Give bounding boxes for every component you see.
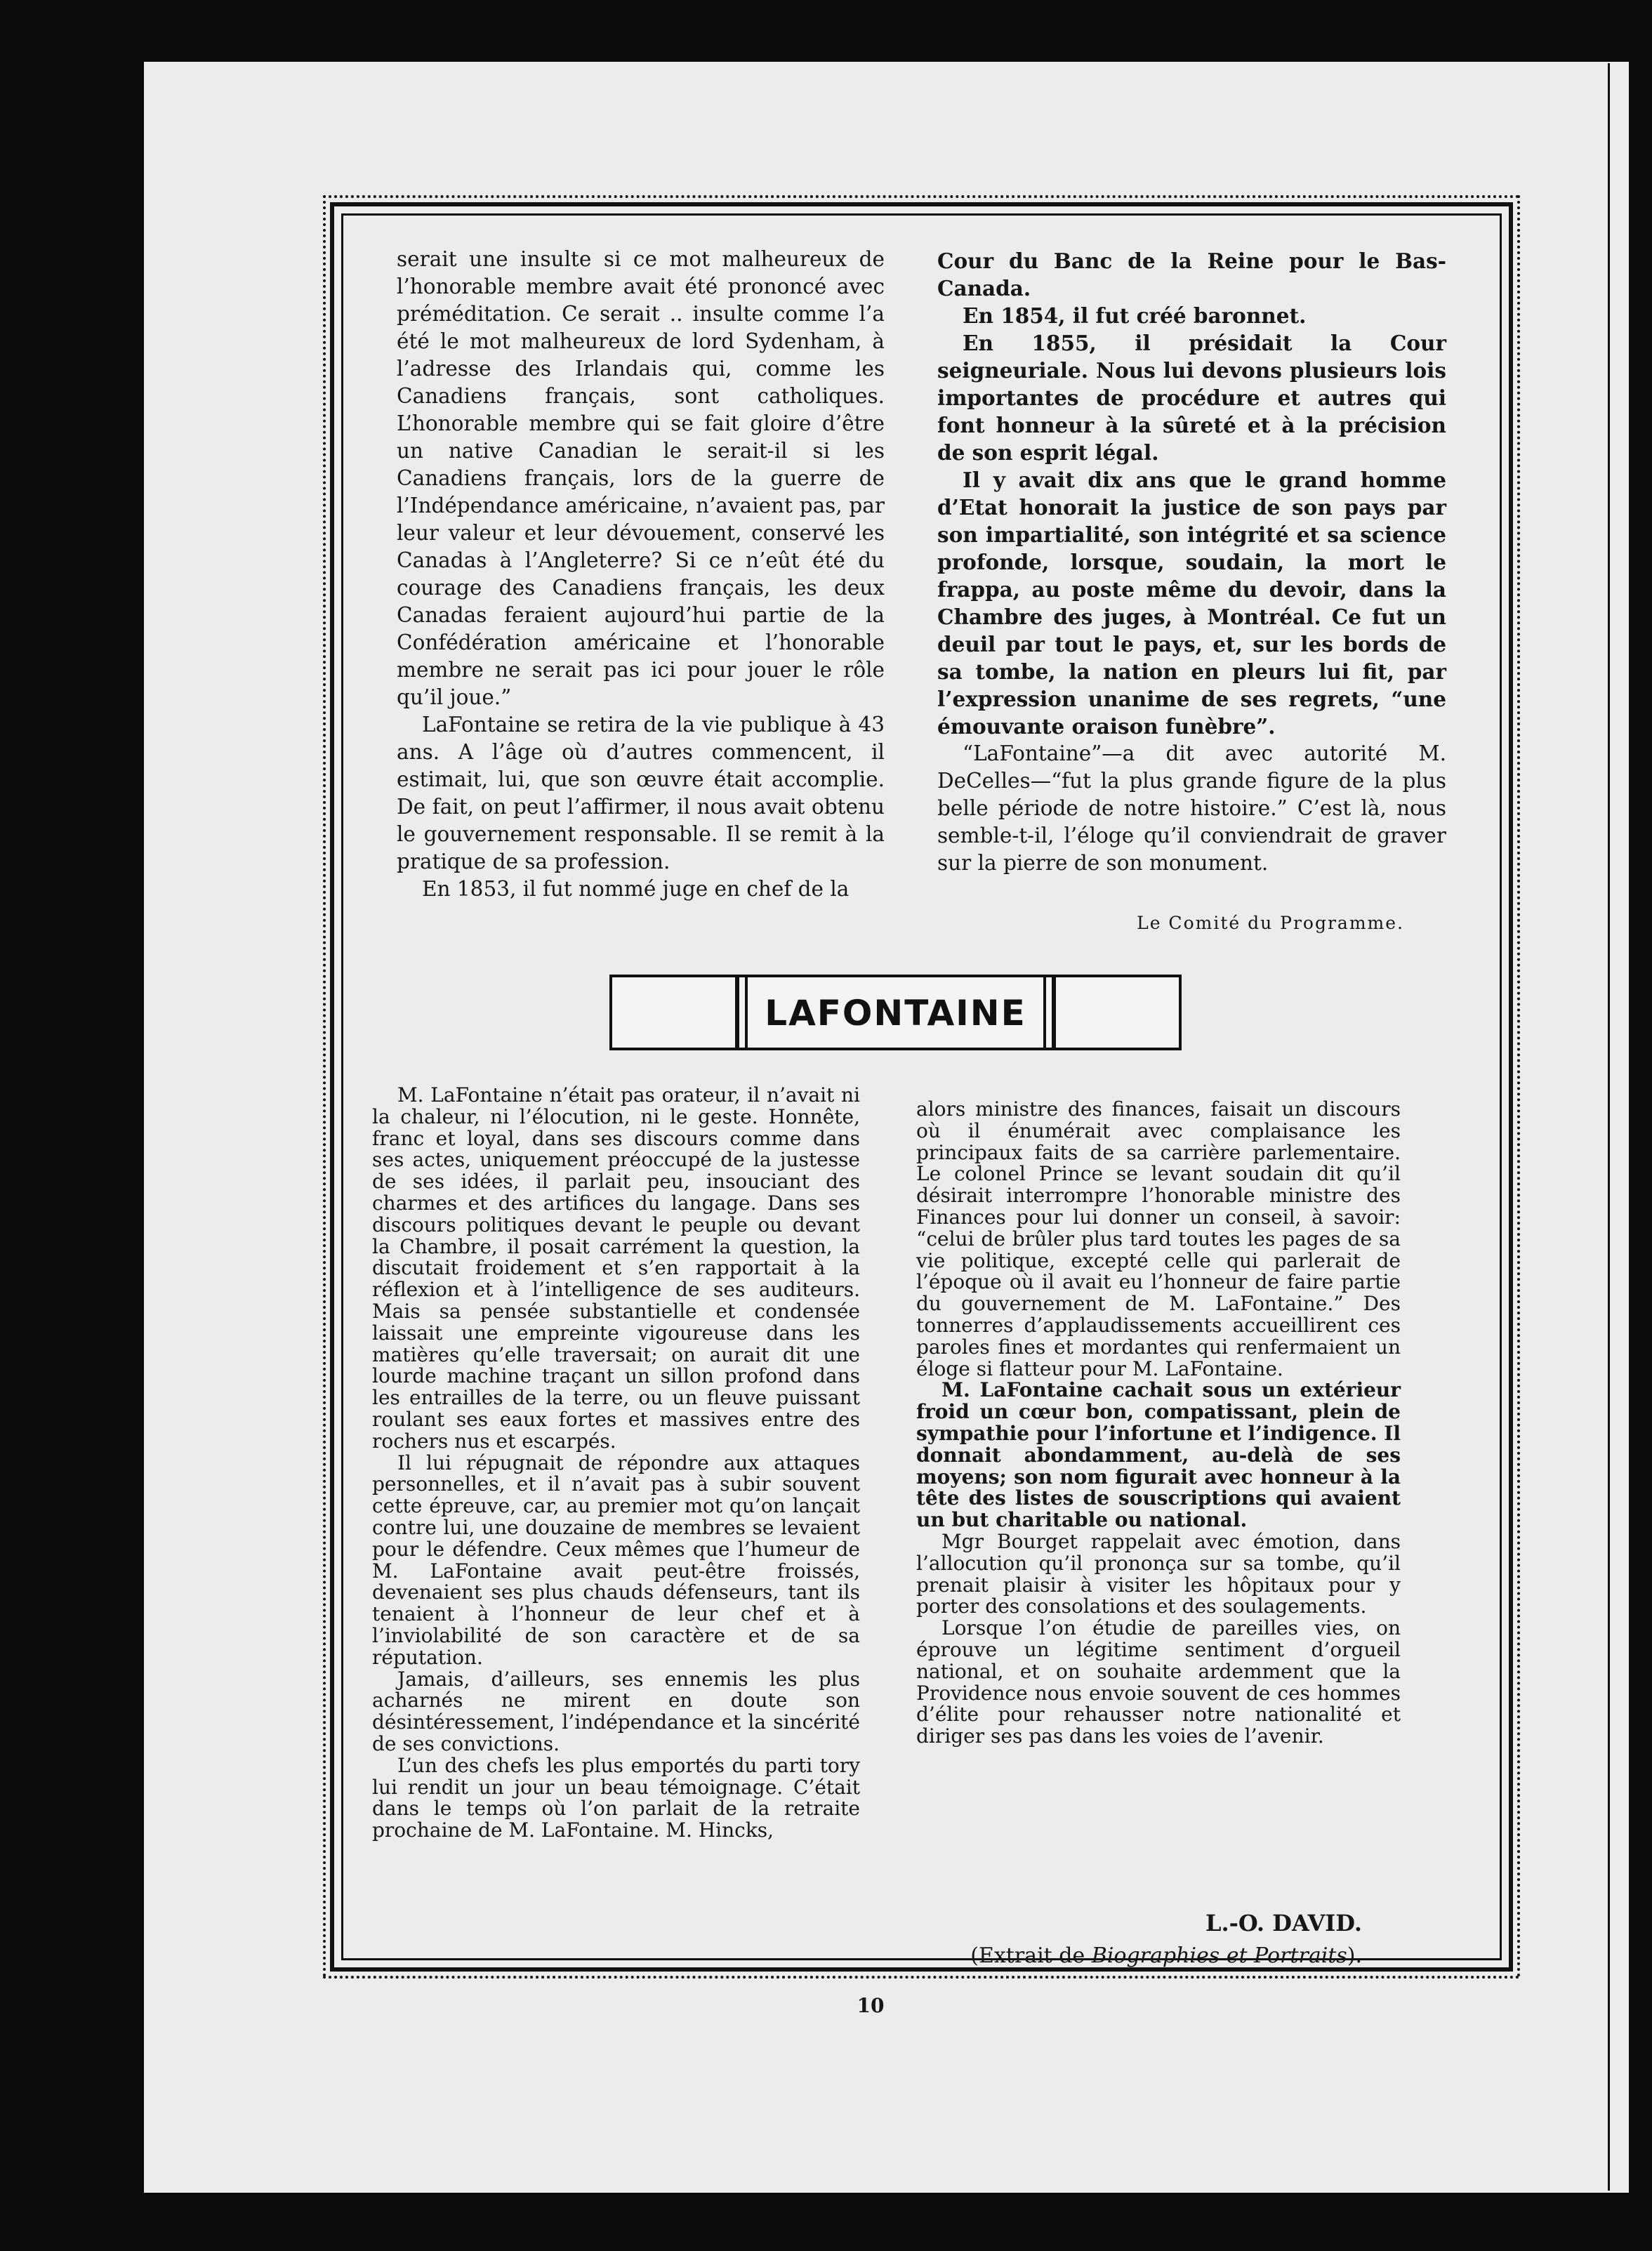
paragraph: En 1854, il fut créé baronnet.: [963, 303, 1307, 328]
source-title: Biographies et Portraits: [1091, 1943, 1347, 1968]
bottom-left-column: [372, 1085, 860, 1842]
paragraph: LaFontaine se retira de la vie publique à 43 ans. A l’âge où d’autres commencent, il estimait, lui, que son œuvre était accomplie. De fait, on peut l’affirmer, il nous avait obtenu le gouvernement responsable. Il se remit à la pratique de sa profession.: [397, 713, 885, 873]
paragraph: serait une insulte si ce mot malheureux de l’honorable membre avait été prononcé avec préméditation. Ce serait .. insulte comme l’a été le mot malheureux de lord Sydenham, à l’adresse des Irlandais qui, comme les Canadiens français, sont catholiques. L’honorable membre qui se fait gloire d’être un native Canadian le serait-il si les Canadiens français, lors de la guerre de l’Indépendance américaine, n’avaient pas, par leur valeur et leur dévouement, conservé les Canadas à l’Angleterre? Si ce n’eût été du courage des Canadiens français, les deux Canadas feraient aujourd’hui partie de la Confédération américaine et l’honorable membre ne serait pas ici pour jouer le rôle qu’il joue.”: [397, 247, 885, 709]
paragraph: En 1853, il fut nommé juge en chef de la: [422, 877, 850, 901]
bottom-right-column: [916, 1099, 1401, 1748]
section-title: LAFONTAINE: [765, 993, 1026, 1034]
committee-signature: Le Comité du Programme.: [1137, 913, 1404, 933]
paragraph: Mgr Bourget rappelait avec émotion, dans l’allocution qu’il prononça sur sa tombe, qu’il prenait plaisir à visiter les hôpitaux pour y porter des consolations et des soulagements.: [916, 1529, 1401, 1618]
paragraph: Lorsque l’on étudie de pareilles vies, on éprouve un légitime sentiment d’orgueil national, et on souhaite ardemment que la Providence nous envoie souvent de ces hommes d’élite pour rehausser notre nationalité et diriger ses pas dans les voies de l’avenir.: [916, 1616, 1401, 1748]
top-right-column: [937, 247, 1446, 877]
paragraph: M. LaFontaine cachait sous un extérieur froid un cœur bon, compatissant, plein de sympathie pour l’infortune et l’indigence. Il donnait abondamment, au-delà de ses moyens; son nom figurait avec honneur à la tête des listes de souscriptions qui avaient un but charitable ou national.: [916, 1378, 1401, 1532]
section-banner: [609, 975, 1182, 1050]
source-suffix: ).: [1347, 1943, 1362, 1968]
source-citation: [920, 1943, 1362, 1968]
paragraph: “LaFontaine”—a dit avec autorité M. DeCelles—“fut la plus grande figure de la plus belle période de notre histoire.” C’est là, nous semble-t-il, l’éloge qu’il conviendrait de graver sur la pierre de son monument.: [937, 741, 1446, 875]
adjacent-page-edge: [1608, 63, 1625, 2191]
paragraph: Il lui répugnait de répondre aux attaques personnelles, et il n’avait pas à subir souvent cette épreuve, car, au premier mot qu’on lançait contre lui, une douzaine de membres se levaient pour le défendre. Ceux mêmes que l’humeur de M. LaFontaine avait peut-être froissés, devenaient ses plus chauds défenseurs, tant ils tenaient à l’honneur de leur chef et à l’inviolabilité de son caractère et de sa réputation.: [372, 1451, 860, 1669]
author-signature: L.-O. DAVID.: [1205, 1910, 1362, 1936]
paragraph: alors ministre des finances, faisait un discours où il énumérait avec complaisance les principaux faits de sa carrière parlementaire. Le colonel Prince se levant soudain dit qu’il désirait interrompre l’honorable ministre des Finances pour lui donner un conseil, à savoir: “celui de brûler plus tard toutes les pages de sa vie politique, excepté celle qui parlerait de l’époque où il avait eu l’honneur de faire partie du gouvernement de M. LaFontaine.” Des tonnerres d’applaudissements accueillirent ces paroles fines et mordantes qui renfermaient un éloge si flatteur pour M. LaFontaine.: [916, 1097, 1401, 1380]
source-prefix: (Extrait de: [970, 1943, 1092, 1968]
page-number: 10: [857, 1994, 885, 2017]
paragraph: Cour du Banc de la Reine pour le Bas-Canada.: [937, 249, 1446, 301]
paragraph: En 1855, il présidait la Cour seigneuriale. Nous lui devons plusieurs lois importantes de procédure et autres qui font honneur à la sûreté et à la précision de son esprit légal.: [937, 331, 1446, 465]
paragraph: L’un des chefs les plus emportés du parti tory lui rendit un jour un beau témoignage. C’était dans le temps où l’on parlait de la retraite prochaine de M. LaFontaine. M. Hincks,: [372, 1753, 860, 1842]
paragraph: Il y avait dix ans que le grand homme d’Etat honorait la justice de son pays par son impartialité, son intégrité et sa science profonde, lorsque, soudain, la mort le frappa, au poste même du devoir, dans la Chambre des juges, à Montréal. Ce fut un deuil par tout le pays, et, sur les bords de sa tombe, la nation en pleurs lui fit, par l’expression unanime de ses regrets, “une émouvante oraison funèbre”.: [937, 468, 1446, 739]
top-left-column: [397, 246, 885, 903]
paragraph: Jamais, d’ailleurs, ses ennemis les plus acharnés ne mirent en doute son désintéressement, l’indépendance et la sincérité de ses convictions.: [372, 1667, 860, 1755]
paragraph: M. LaFontaine n’était pas orateur, il n’avait ni la chaleur, ni l’élocution, ni le geste. Honnête, franc et loyal, dans ses discours comme dans ses actes, uniquement préoccupé de la justesse de ses idées, il parlait peu, insouciant des charmes et des artifices du langage. Dans ses discours politiques devant le peuple ou devant la Chambre, il posait carrément la question, la discutait froidement et s’en rapportait à la réflexion et à l’intelligence de ses auditeurs. Mais sa pensée substantielle et condensée laissait une empreinte vigoureuse dans les matières qu’elle traversait; on aurait dit une lourde machine traçant un sillon profond dans les entrailles de la terre, ou un fleuve puissant roulant ses eaux fortes et massives entre des rochers nus et escarpés.: [372, 1083, 860, 1453]
